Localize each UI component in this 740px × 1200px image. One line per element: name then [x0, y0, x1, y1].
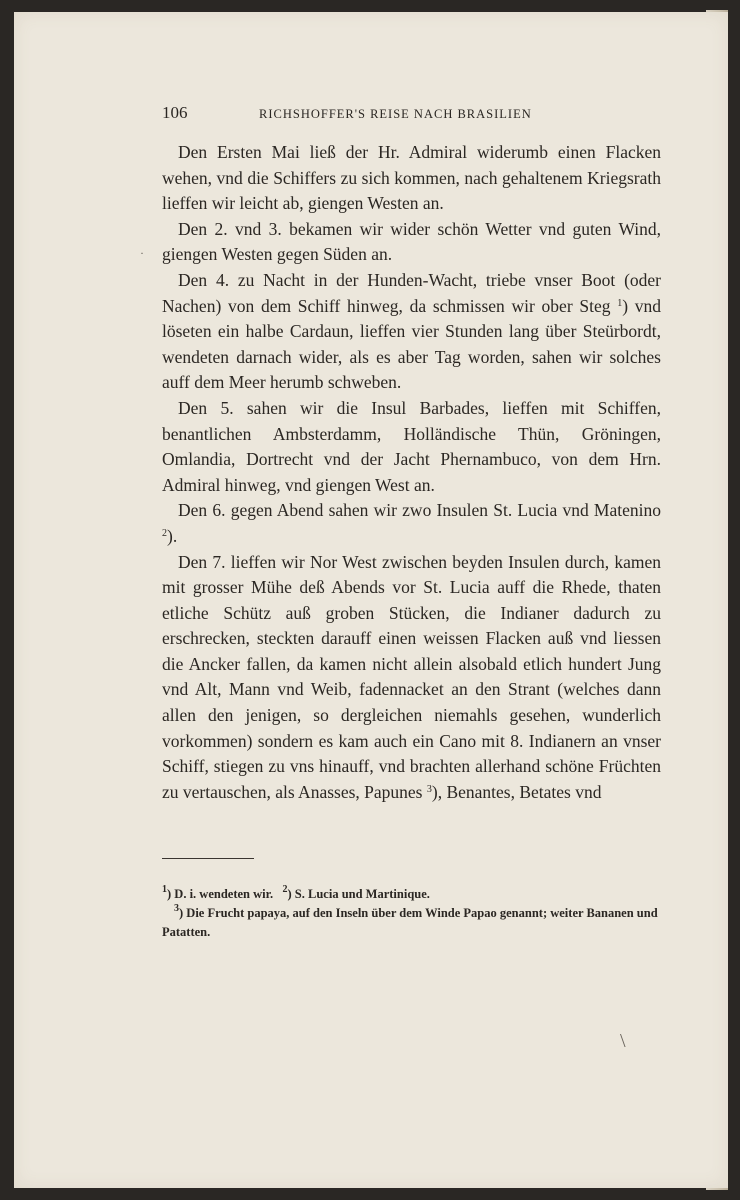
page-header [162, 103, 662, 127]
footnote-marker: 1 [162, 884, 167, 895]
margin-dot-mark: · [140, 246, 144, 260]
footnote-ref: 1 [617, 297, 623, 309]
running-title: RICHSHOFFER'S REISE NACH BRASILIEN [259, 107, 532, 121]
footnote-ref: 2 [162, 527, 167, 539]
footnote-line: $^3$) Die Frucht papaya, auf den Inseln über dem Winde Papao genannt; weiter Bananen und Patatten. [162, 903, 658, 939]
footnote-divider [162, 858, 254, 859]
paragraph: Den 2. vnd 3. bekamen wir wider schön Wetter vnd guten Wind, giengen Westen gegen Süden an. [162, 218, 661, 265]
footnotes [162, 885, 661, 942]
body-text [162, 140, 661, 805]
paragraph: Den 5. sahen wir die Insul Barbades, lieffen mit Schiffen, benantlichen Ambsterdamm, Holländische Thün, Gröningen, Omlandia, Dortrecht vnd der Jacht Phernambuco, von dem Hrn. Admiral hinweg, vnd giengen West an. [162, 397, 661, 495]
footnote-marker: 3 [174, 903, 179, 914]
footnote-ref: 3 [426, 783, 432, 795]
stray-pencil-mark: \ [620, 1030, 626, 1052]
paragraph: Den Ersten Mai ließ der Hr. Admiral widerumb einen Flacken wehen, vnd die Schiffers zu sich kommen, nach gehaltenem Kriegsrath lieffen wir leicht ab, giengen Westen an. [162, 142, 661, 214]
footnote-marker: 2 [282, 884, 288, 895]
footnote-line: $^1$) D. i. wendeten wir. $^2$) S. Lucia und Martinique. [162, 884, 430, 901]
paragraph: Den 6. gegen Abend sahen wir zwo Insulen St. Lucia vnd Matenino $^2$). [162, 500, 661, 546]
paragraph: Den 7. lieffen wir Nor West zwischen beyden Insulen durch, kamen mit grosser Mühe deß Abends vor St. Lucia auff die Rhede, thaten etliche Schütz auß groben Stücken, die Indianer dadurch zu erschrecken, steckten darauff einen weissen Flacken auß vnd liessen die Ancker fallen, da kamen nicht allein alsobald etlich hundert Jung vnd Alt, Mann vnd Weib, fadennacket an den Strant (welches dann allen den jenigen, so dergleichen niemahls gesehen, wunderlich vorkommen) sondern es kam auch ein Cano mit 8. Indianern an vnser Schiff, stiegen zu vns hinauff, vnd brachten allerhand schöne Früchten zu vertauschen, als Anasses, Papunes $^3$), Benantes, Betates vnd [162, 551, 661, 802]
paragraph: Den 4. zu Nacht in der Hunden-Wacht, triebe vnser Boot (oder Nachen) von dem Schiff hinweg, da schmissen wir ober Steg $^1$) vnd löseten ein halbe Cardaun, lieffen vier Stunden lang über Steürbordt, wendeten darnach wider, als es aber Tag worden, sahen wir solches auff dem Meer herumb schweben. [162, 269, 662, 393]
page-number: 106 [162, 103, 188, 122]
